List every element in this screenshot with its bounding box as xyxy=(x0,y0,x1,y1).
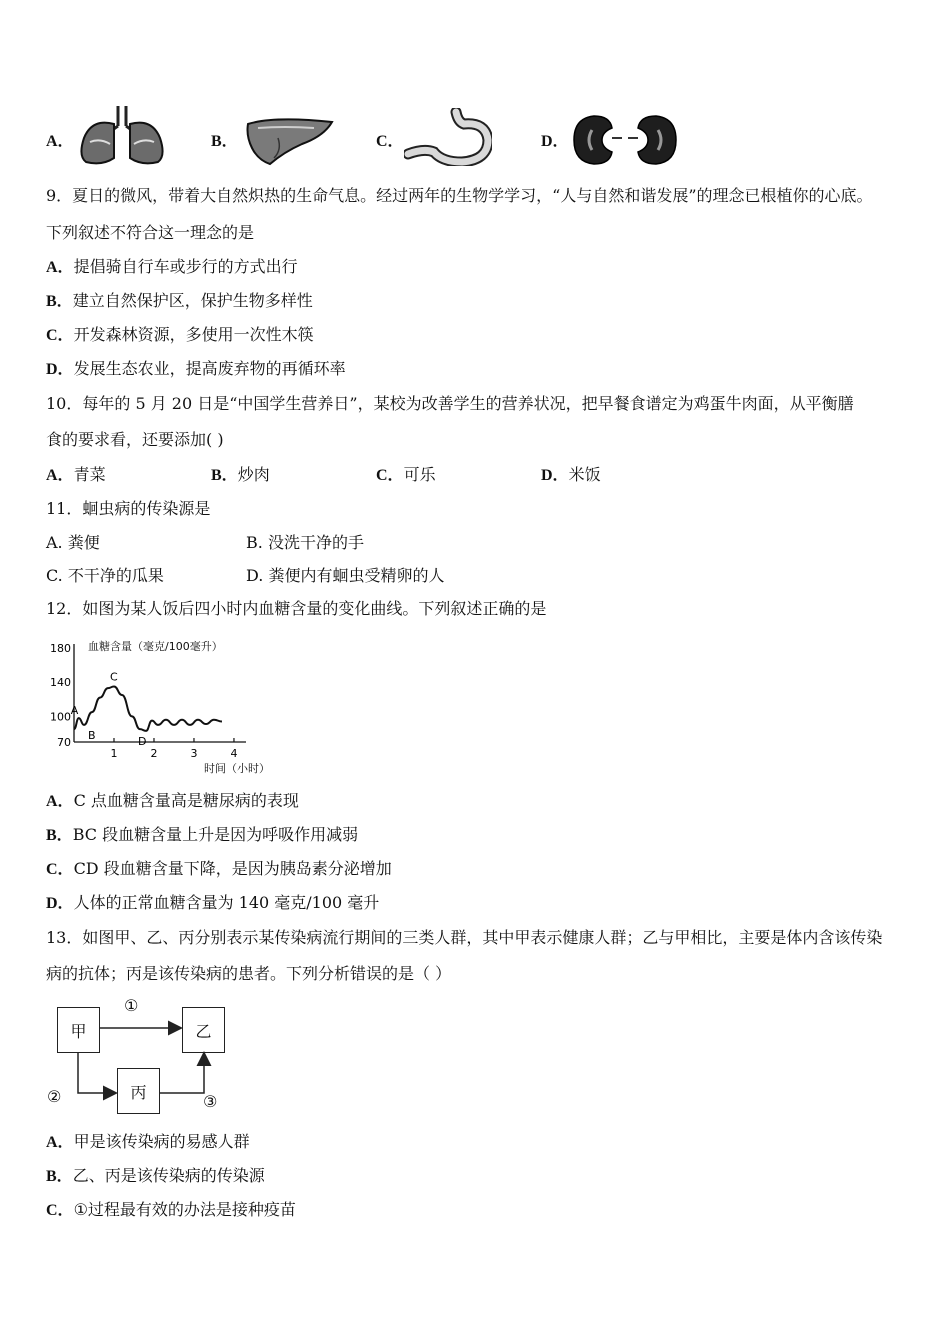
q10-stem-line1: 10．每年的 5 月 20 日是“中国学生营养日”，某校为改善学生的营养状况，把早餐食谱定为鸡蛋牛肉面，从平衡膳 xyxy=(46,394,854,413)
q8-option-b-letter: B． xyxy=(211,133,238,150)
blood-sugar-chart xyxy=(44,634,284,780)
chart-x-tick-label: 3 xyxy=(190,747,198,760)
q9-option-d: D．发展生态农业，提高废弃物的再循环率 xyxy=(46,359,346,378)
q13-option-c: C．①过程最有效的办法是接种疫苗 xyxy=(46,1200,296,1219)
chart-x-tick-label: 1 xyxy=(110,747,118,760)
chart-y-tick-label: 140 xyxy=(50,676,71,690)
q9-option-b: B．建立自然保护区，保护生物多样性 xyxy=(46,291,313,310)
chart-y-tick-label: 70 xyxy=(57,736,71,749)
q10-option-c: C．可乐 xyxy=(376,465,436,484)
stomach-icon xyxy=(404,108,492,166)
kidneys-icon xyxy=(570,112,682,168)
q10-option-b: B．炒肉 xyxy=(211,465,270,484)
q8-option-c-letter: C． xyxy=(376,133,404,150)
q10-stem-line2: 食的要求看，还要添加( ) xyxy=(46,430,224,449)
chart-y-tick-label: 180 xyxy=(50,642,71,655)
q12-option-b: B．BC 段血糖含量上升是因为呼吸作用减弱 xyxy=(46,825,359,844)
q12-stem: 12．如图为某人饭后四小时内血糖含量的变化曲线。下列叙述正确的是 xyxy=(46,599,547,618)
diagram-box-jia: 甲 xyxy=(57,1007,100,1053)
q9-stem-line2: 下列叙述不符合这一理念的是 xyxy=(46,223,255,242)
q10-option-d: D．米饭 xyxy=(541,465,601,484)
q12-option-a: A．C 点血糖含量高是糖尿病的表现 xyxy=(46,791,299,810)
q11-stem: 11．蛔虫病的传染源是 xyxy=(46,499,211,518)
chart-point-label: D xyxy=(137,734,147,748)
chart-xlabel: 时间（小时） xyxy=(204,762,270,775)
chart-y-tick-label: 100 xyxy=(50,710,71,724)
arrow-2-label: ② xyxy=(47,1087,62,1106)
q11-option-d: D. 粪便内有蛔虫受精卵的人 xyxy=(246,566,445,585)
chart-point-label: A xyxy=(70,704,79,718)
lungs-icon xyxy=(78,104,166,166)
q9-option-a: A．提倡骑自行车或步行的方式出行 xyxy=(46,257,298,276)
q11-option-b: B. 没洗干净的手 xyxy=(246,533,364,552)
chart-x-tick-label: 4 xyxy=(230,747,238,760)
diagram-box-yi: 乙 xyxy=(182,1007,225,1053)
q12-option-d: D．人体的正常血糖含量为 140 毫克/100 毫升 xyxy=(46,893,380,912)
q8-option-d-letter: D． xyxy=(541,133,569,150)
q13-stem-line1: 13．如图甲、乙、丙分别表示某传染病流行期间的三类人群，其中甲表示健康人群；乙与甲相比，主要是体内含该传染 xyxy=(46,928,883,947)
q9-stem-line1: 9．夏日的微风，带着大自然炽热的生命气息。经过两年的生物学学习，“人与自然和谐发展”的理念已根植你的心底。 xyxy=(46,186,873,205)
q9-option-c: C．开发森林资源，多使用一次性木筷 xyxy=(46,325,314,344)
q13-option-b: B．乙、丙是该传染病的传染源 xyxy=(46,1166,265,1185)
q10-option-a: A．青菜 xyxy=(46,465,106,484)
q12-option-c: C．CD 段血糖含量下降，是因为胰岛素分泌增加 xyxy=(46,859,392,878)
arrow-2 xyxy=(78,1053,115,1093)
chart-ylabel: 血糖含量（毫克/100毫升） xyxy=(88,640,223,653)
diagram-box-bing: 丙 xyxy=(117,1068,160,1114)
q13-stem-line2: 病的抗体；丙是该传染病的患者。下列分析错误的是（ ） xyxy=(46,964,452,983)
arrow-1-label: ① xyxy=(124,996,139,1015)
chart-series-line xyxy=(74,686,222,730)
arrow-3 xyxy=(160,1054,204,1093)
liver-icon xyxy=(244,114,336,166)
chart-point-label: B xyxy=(87,728,96,742)
chart-x-tick-label: 2 xyxy=(150,747,158,760)
q13-option-a: A．甲是该传染病的易感人群 xyxy=(46,1132,250,1151)
chart-point-label: C xyxy=(109,670,118,684)
q8-option-a-letter: A． xyxy=(46,133,74,150)
q11-option-a: A. 粪便 xyxy=(46,533,100,552)
q11-option-c: C. 不干净的瓜果 xyxy=(46,566,164,585)
arrow-3-label: ③ xyxy=(203,1092,218,1111)
